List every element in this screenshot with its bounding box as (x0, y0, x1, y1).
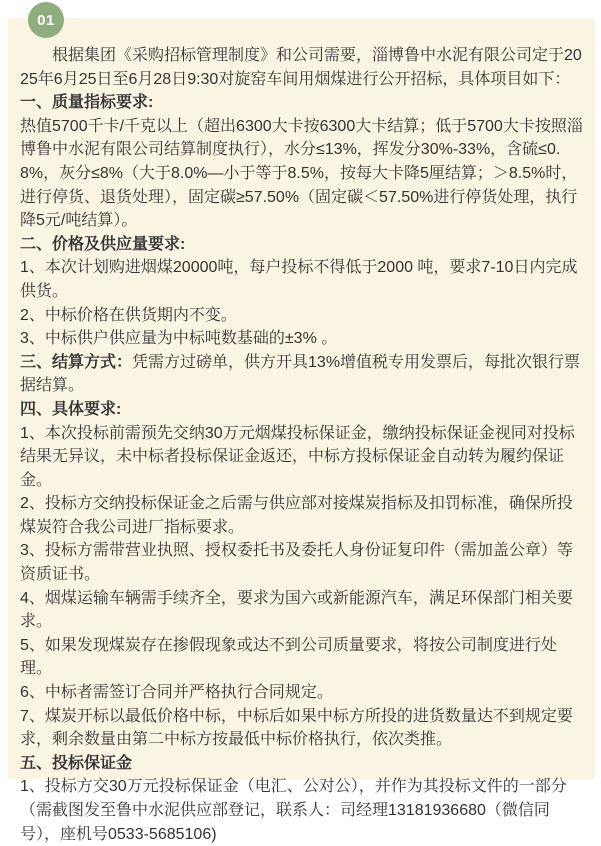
section-4-item-1: 1、本次投标前需预先交纳30万元烟煤投标保证金，缴纳投标保证金视同对投标结果无异议，未中标者投标保证金返还，中标方投标保证金自动转为履约保证金。 (20, 424, 575, 489)
notice-card (8, 18, 595, 843)
section-4-heading: 四、具体要求: (20, 400, 122, 418)
section-3-heading: 三、结算方式： (20, 353, 133, 371)
section-5-item-1: 1、投标方交30万元投标保证金（电汇、公对公），并作为其投标文件的一部分（需截图发至鲁中水泥供应部登记，联系人：司经理13181936680（微信同号），座机号0533-5685106) (20, 778, 567, 843)
intro-paragraph: 根据集团《采购招标管理制度》和公司需要，淄博鲁中水泥有限公司定于2025年6月25日至6月28日9:30对旋窑车间用烟煤进行公开招标，具体项目如下： (20, 47, 582, 88)
section-number-badge: 01 (28, 2, 64, 38)
section-4-item-6: 6、中标者需签订合同并严格执行合同规定。 (20, 684, 333, 702)
section-4-item-4: 4、烟煤运输车辆需手续齐全，要求为国六或新能源汽车，满足环保部门相关要求。 (20, 589, 573, 631)
section-3-body: 凭需方过磅单，供方开具13%增值税专用发票后，每批次银行票据结算。 (20, 353, 581, 395)
section-2-heading: 二、价格及供应量要求: (20, 235, 186, 253)
section-3-line (20, 351, 583, 398)
section-5-heading: 五、投标保证金 (20, 754, 133, 772)
section-2-item-1: 1、本次计划购进烟煤20000吨，每户投标不得低于2000 吨，要求7-10日内完成供货。 (20, 259, 578, 300)
section-4-item-7: 7、煤炭开标以最低价格中标，中标后如果中标方所投的进货数量达不到规定要求，剩余数量由第二中标方按最低中标价格执行，依次类推。 (20, 707, 573, 749)
section-4-item-2: 2、投标方交纳投标保证金之后需与供应部对接煤炭指标及扣罚标准，确保所投煤炭符合我公司进厂指标要求。 (20, 495, 573, 536)
section-4-item-3: 3、投标方需带营业执照、授权委托书及委托人身份证复印件（需加盖公章）等资质证书。 (20, 542, 573, 584)
section-1-heading: 一、质量指标要求: (20, 94, 154, 112)
section-1-paragraph: 热值5700千卡/千克以上（超出6300大卡按6300大卡结算；低于5700大卡按照淄博鲁中水泥有限公司结算制度执行），水分≤13%，挥发分30%-33%，含硫≤0.8%，灰分≤8%（大于8.0%—小于等于8.5%，按每大卡降5厘结算；＞8.5%时，进行停货、退货处理），固定碳≥57.50%（固定碳＜57.50%进行停货处理，执行降5元/吨结算）。 (20, 117, 583, 230)
section-2-item-2: 2、中标价格在供货期内不变。 (20, 306, 237, 324)
section-2-item-3: 3、中标供户供应量为中标吨数基础的±3% 。 (20, 330, 338, 348)
section-4-item-5: 5、如果发现煤炭存在掺假现象或达不到公司质量要求，将按公司制度进行处理。 (20, 636, 557, 678)
